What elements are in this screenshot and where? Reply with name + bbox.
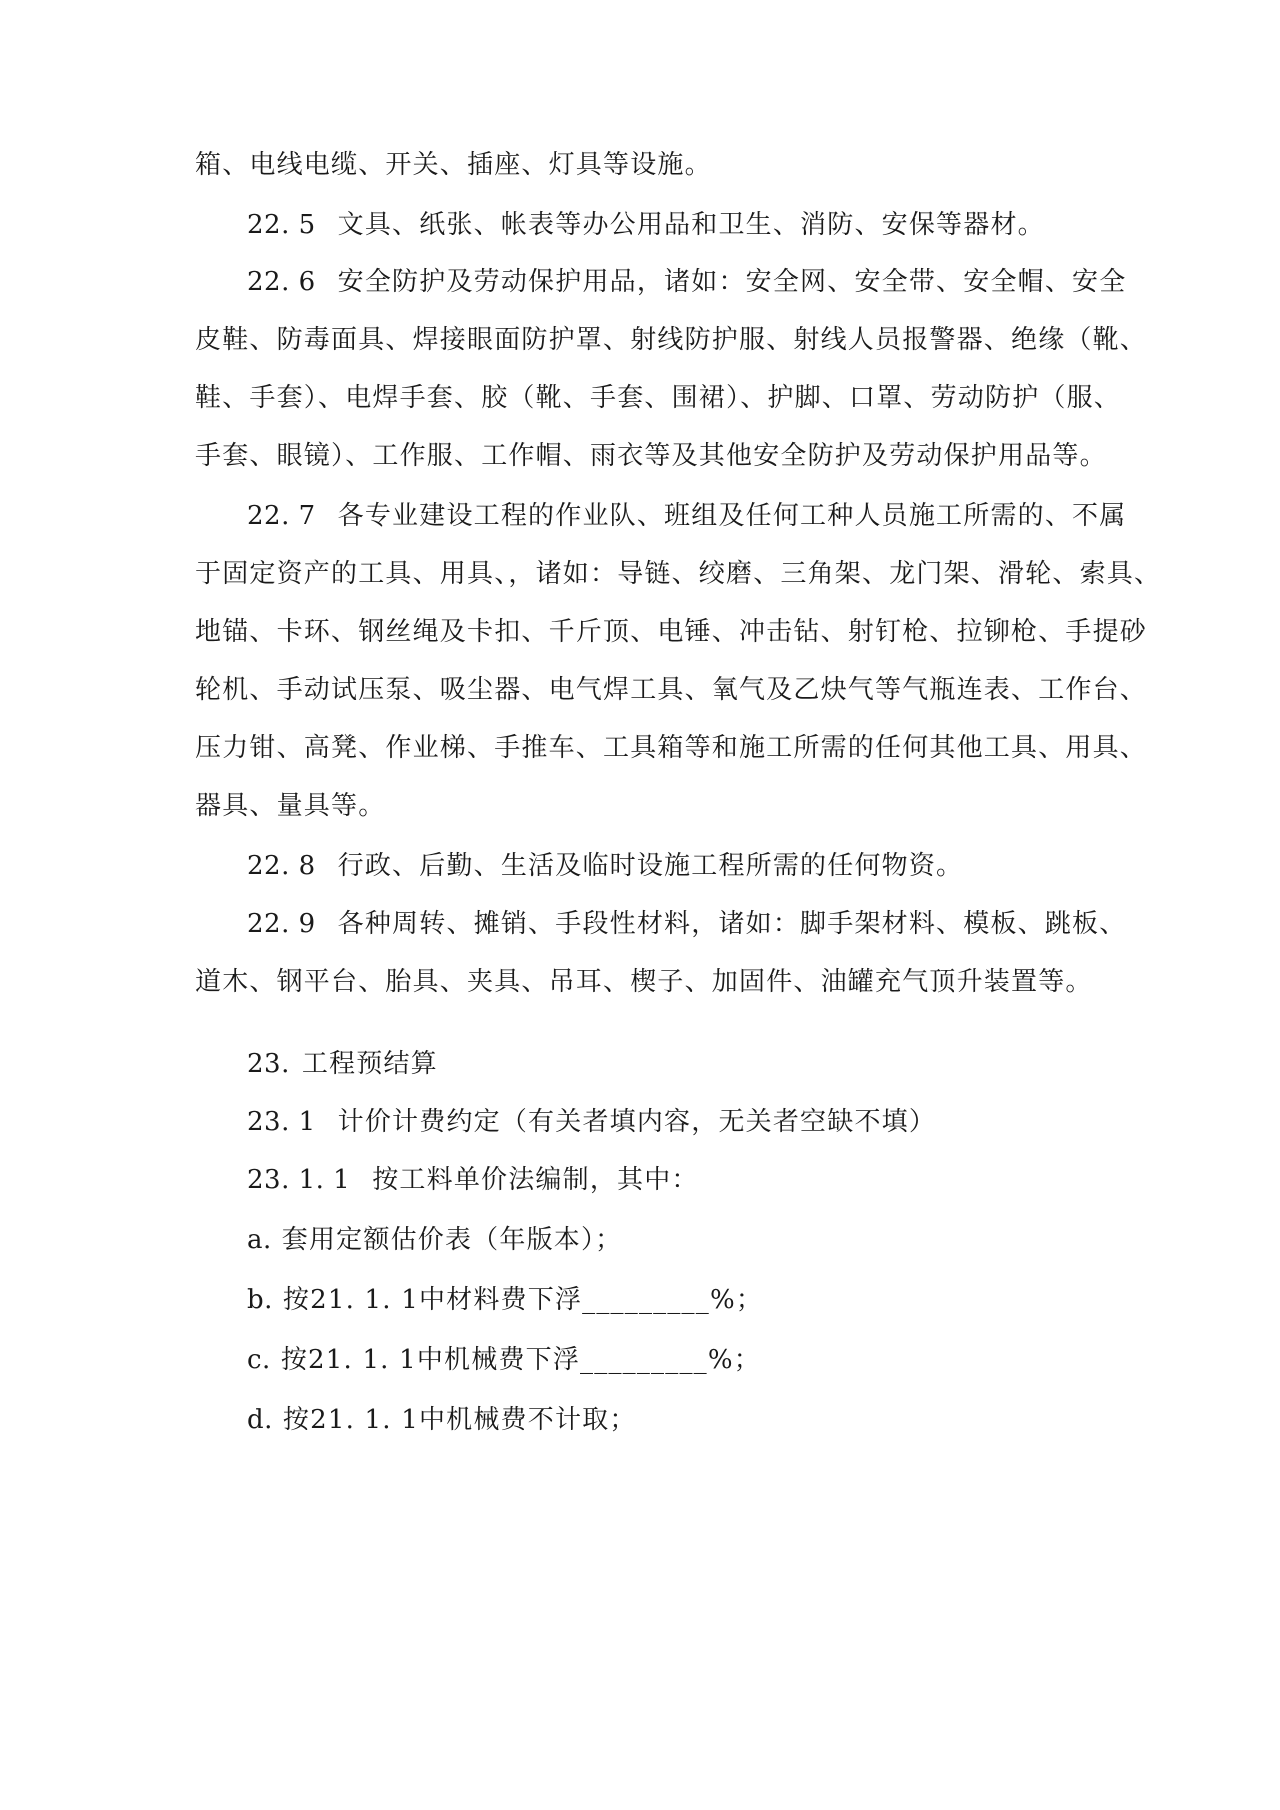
item-text: 套用定额估价表（年版本）； (281, 1225, 623, 1255)
line-text: 压力钳、高凳、作业梯、手推车、工具箱等和施工所需的任何其他工具、用具、 (195, 733, 1148, 763)
line-text: 手套、眼镜）、工作服、工作帽、雨衣等及其他安全防护及劳动保护用品等。 (195, 441, 1107, 471)
text-line (195, 554, 1162, 594)
clause-text: 各种周转、摊销、手段性材料，诸如：脚手架材料、模板、跳板、 (337, 909, 1127, 939)
line-text: 轮机、手动试压泵、吸尘器、电气焊工具、氧气及乙炔气等气瓶连表、工作台、 (195, 675, 1148, 705)
clause-number: 23. 1 (247, 1107, 316, 1137)
clause-text: 各专业建设工程的作业队、班组及任何工种人员施工所需的、不属 (337, 501, 1127, 531)
line-text: 器具、量具等。 (195, 791, 386, 821)
clause-22-7 (247, 496, 1127, 536)
item-a (247, 1220, 1090, 1260)
item-text: 按21. 1. 1中机械费不计取； (282, 1405, 637, 1435)
item-letter: d. (247, 1405, 273, 1435)
line-text: 箱、电线电缆、开关、插座、灯具等设施。 (195, 150, 712, 180)
clause-22-5 (247, 205, 1090, 245)
text-line (195, 786, 1090, 826)
clause-number: 22. 8 (247, 851, 316, 881)
text-line (195, 728, 1148, 768)
section-title: 工程预结算 (301, 1049, 438, 1079)
clause-text: 行政、后勤、生活及临时设施工程所需的任何物资。 (337, 851, 964, 881)
item-letter: a. (247, 1225, 272, 1255)
clause-23-1-1 (247, 1160, 1090, 1200)
text-line (195, 436, 1107, 476)
clause-number: 22. 5 (247, 210, 316, 240)
clause-22-6 (247, 262, 1127, 302)
line-text: 皮鞋、防毒面具、焊接眼面防护罩、射线防护服、射线人员报警器、绝缘（靴、 (195, 325, 1148, 355)
item-text: 按21. 1. 1中材料费下浮_________%； (282, 1285, 764, 1315)
item-d (247, 1400, 1090, 1440)
line-text: 地锚、卡环、钢丝绳及卡扣、千斤顶、电锤、冲击钻、射钉枪、拉铆枪、手提砂 (195, 617, 1148, 647)
text-line (195, 962, 1093, 1002)
clause-number: 22. 7 (247, 501, 316, 531)
text-line (195, 320, 1148, 360)
clause-number: 23. 1. 1 (247, 1165, 351, 1195)
clause-text: 文具、纸张、帐表等办公用品和卫生、消防、安保等器材。 (337, 210, 1045, 240)
section-23-heading (247, 1044, 1090, 1084)
item-text: 按21. 1. 1中机械费下浮_________%； (280, 1345, 761, 1375)
item-letter: c. (247, 1345, 271, 1375)
line-text: 于固定资产的工具、用具、，诸如：导链、绞磨、三角架、龙门架、滑轮、索具、 (195, 559, 1162, 589)
text-line (195, 378, 1122, 418)
clause-22-8 (247, 846, 1090, 886)
text-line (195, 612, 1148, 652)
item-b (247, 1280, 1090, 1320)
clause-23-1 (247, 1102, 1090, 1142)
clause-22-9 (247, 904, 1127, 944)
line-text: 鞋、手套）、电焊手套、胶（靴、手套、围裙）、护脚、口罩、劳动防护（服、 (195, 383, 1122, 413)
item-c (247, 1340, 1090, 1380)
text-line (195, 670, 1148, 710)
item-letter: b. (247, 1285, 273, 1315)
clause-number: 22. 6 (247, 267, 316, 297)
clause-text: 计价计费约定（有关者填内容，无关者空缺不填） (337, 1107, 937, 1137)
line-text: 道木、钢平台、胎具、夹具、吊耳、楔子、加固件、油罐充气顶升装置等。 (195, 967, 1093, 997)
clause-text: 安全防护及劳动保护用品，诸如：安全网、安全带、安全帽、安全 (337, 267, 1127, 297)
clause-text: 按工料单价法编制，其中： (372, 1165, 699, 1195)
text-line (195, 145, 1090, 185)
clause-number: 22. 9 (247, 909, 316, 939)
section-number: 23. (247, 1049, 290, 1079)
